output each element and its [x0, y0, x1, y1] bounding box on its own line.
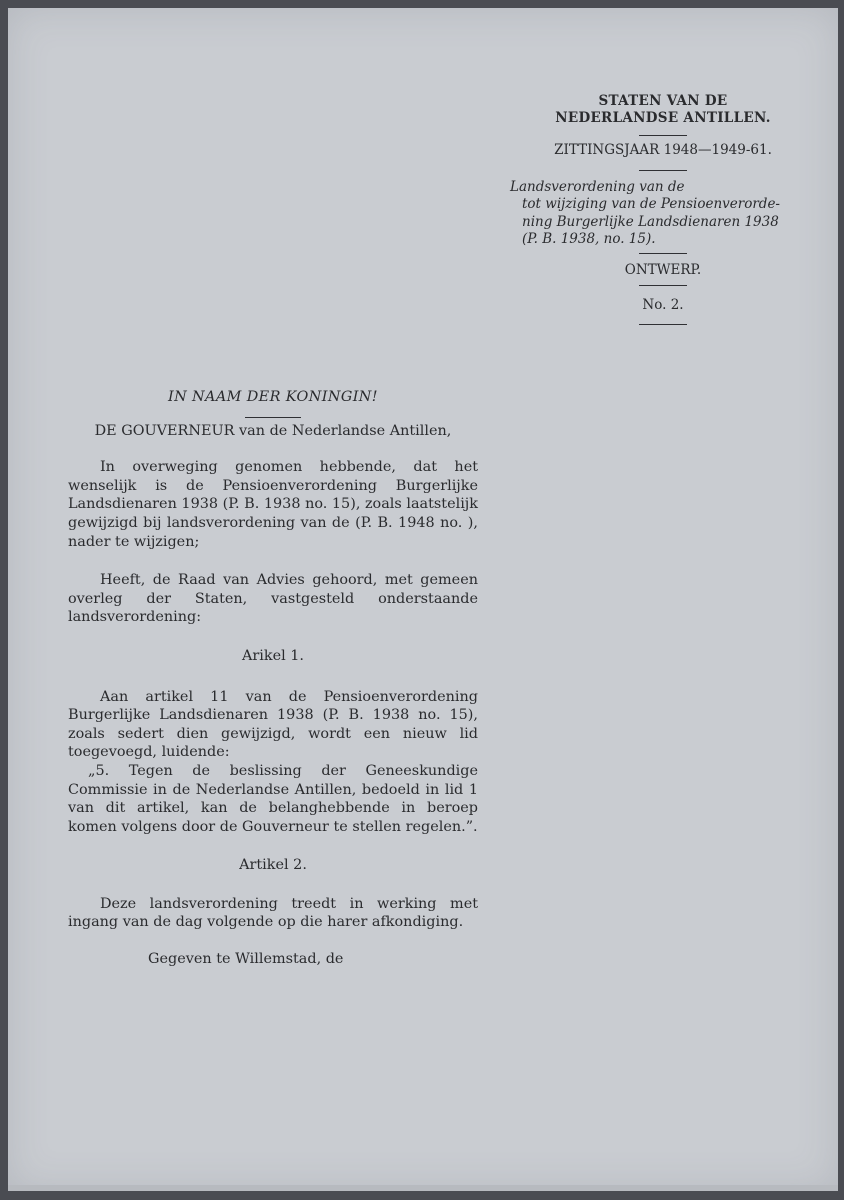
article-1-title: Arikel 1. [241, 647, 305, 664]
divider [639, 285, 687, 286]
divider [639, 135, 687, 136]
article-2-text: Deze landsverordening treedt in werking met ingang van de dag volgende op die harer afkondiging. [68, 895, 478, 931]
divider [639, 170, 687, 171]
ordinance-body [68, 388, 478, 969]
divider [639, 253, 687, 254]
governor-line: DE GOUVERNEUR van de Nederlandse Antillen, [94, 422, 452, 439]
consideration-paragraph: In overweging genomen hebbende, dat het wenselijk is de Pensioenverordening Burgerlijke Landsdienaren 1938 (P. B. 1938 no. 15), zoals laatstelijk gewijzigd bij landsverordening van de (P. B. 1948 no. ), nader te wijzigen; [68, 459, 478, 550]
subject-line: Landsverordening van de [510, 179, 685, 195]
draft-label: ONTWERP. [624, 262, 702, 279]
divider [639, 324, 687, 325]
chamber-name-line1: STATEN VAN DE [598, 93, 728, 109]
header-block [508, 93, 818, 325]
subject-line: tot wijziging van de Pensioenverorde- [522, 196, 780, 213]
article-2-title: Artikel 2. [239, 857, 307, 874]
invocation: IN NAAM DER KONINGIN! [168, 389, 378, 405]
divider [245, 417, 301, 418]
ordinance-subject [508, 179, 818, 248]
document-page [8, 8, 838, 1191]
session-year: ZITTINGSJAAR 1948—1949-61. [554, 142, 772, 158]
article-1-quote: „5. Tegen de beslissing der Geneeskundige Commissie in de Nederlandse Antillen, bedoeld in lid 1 van dit artikel, kan de belanghebbende in beroep komen volgens door de Gouverneur te stellen regelen.”. [68, 762, 478, 835]
article-1-text: Aan artikel 11 van de Pensioenverordening Burgerlijke Landsdienaren 1938 (P. B. 1938 no. 15), zoals sedert dien gewijzigd, wordt een nieuw lid toegevoegd, luidende: [68, 688, 478, 761]
subject-line: ning Burgerlijke Landsdienaren 1938 [522, 213, 779, 230]
document-number: No. 2. [642, 297, 684, 314]
chamber-name-line2: NEDERLANDSE ANTILLEN. [555, 110, 771, 126]
subject-line: (P. B. 1938, no. 15). [522, 230, 656, 247]
enactment-paragraph: Heeft, de Raad van Advies gehoord, met gemeen overleg der Staten, vastgesteld onderstaande landsverordening: [68, 572, 478, 626]
given-at-line: Gegeven te Willemstad, de [148, 951, 344, 968]
